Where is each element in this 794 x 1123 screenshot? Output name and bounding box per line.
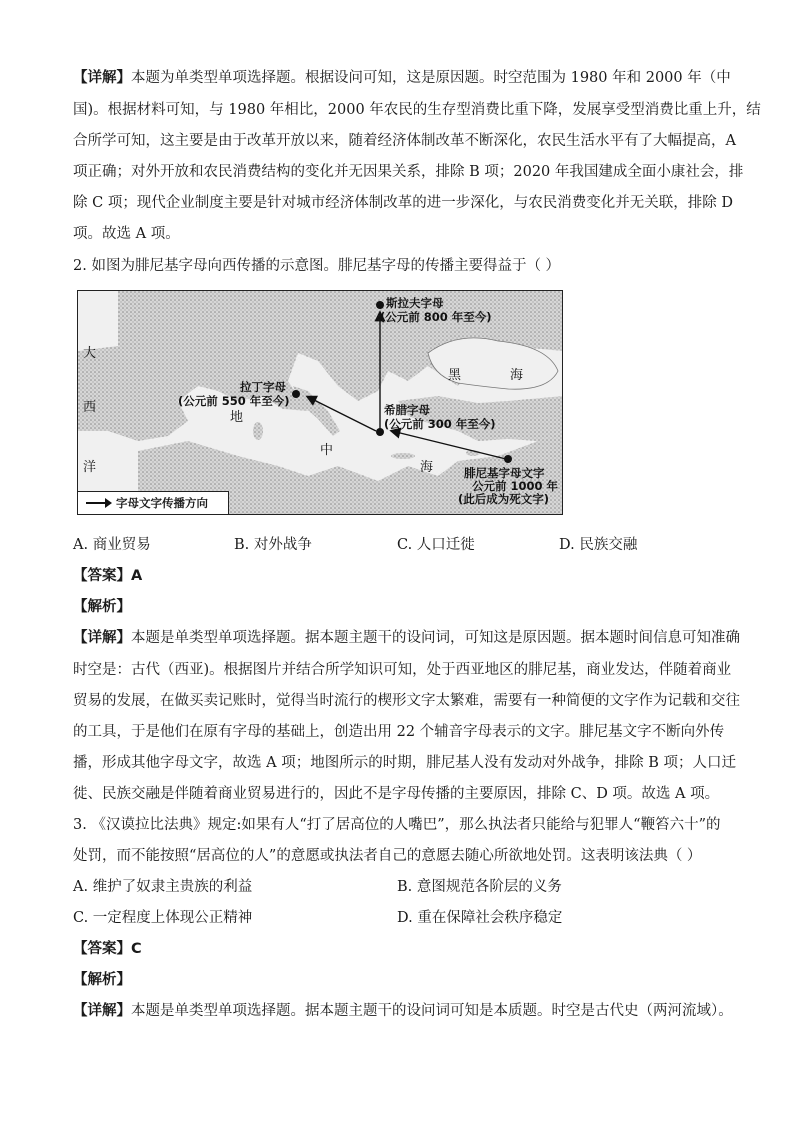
latin-label: 拉丁字母 <box>240 380 286 394</box>
q1-detail-line-5: 除 C 项；现代企业制度主要是针对城市经济体制改革的进一步深化，与农民消费变化并无关联，排除 D <box>73 195 734 211</box>
island-sardinia <box>253 422 263 440</box>
island-crete <box>391 453 415 459</box>
q3-option-d: D. 重在保障社会秩序稳定 <box>397 910 563 926</box>
q2-answer: 【答案】A <box>73 568 143 584</box>
slavic-point <box>376 301 384 309</box>
legend-arrow-icon <box>86 502 110 504</box>
q3-stem-line-2: 处罚，而不能按照“居高位的人”的意愿或执法者自己的意愿去随心所欲地处罚。这表明该法典（ ） <box>73 848 702 864</box>
q2-option-d: D. 民族交融 <box>559 537 638 553</box>
latin-point <box>292 390 300 398</box>
q3-detail-line-1: 【详解】本题是单类型单项选择题。据本题主题干的设问词可知是本质题。时空是古代史（两河流域）。 <box>73 1003 733 1019</box>
q2-option-c: C. 人口迁徙 <box>397 537 475 553</box>
q1-detail-line-4: 项正确；对外开放和农民消费结构的变化并无因果关系，排除 B 项；2020 年我国建成全面小康社会，排 <box>73 164 744 180</box>
q2-detail-line-3: 贸易的发展，在做买卖记账时，觉得当时流行的楔形文字太繁难，需要有一种简便的文字作为记载和交往 <box>73 693 740 709</box>
q3-stem-line-1: 3. 《汉谟拉比法典》规定:如果有人“打了居高位的人嘴巴”，那么执法者只能给与犯罪人“鞭笞六十”的 <box>73 817 721 833</box>
q1-detail-line-3: 合所学可知，这主要是由于改革开放以来，随着经济体制改革不断深化，农民生活水平有了大幅提高，A <box>73 133 736 149</box>
med-char-1: 地 <box>230 410 244 425</box>
legend-label: 字母文字传播方向 <box>116 496 208 510</box>
q2-detail-line-4: 的工具，于是他们在原有字母的基础上，创造出用 22 个辅音字母表示的文字。腓尼基文字不断向外传 <box>73 724 725 740</box>
slavic-date: (公元前 800 年至今) <box>380 310 492 324</box>
atlantic-char-2: 西 <box>83 400 97 415</box>
black-sea-char-2: 海 <box>510 368 524 383</box>
q3-option-c: C. 一定程度上体现公正精神 <box>73 910 253 926</box>
alphabet-spread-map <box>77 290 563 515</box>
q3-option-a: A. 维护了奴隶主贵族的利益 <box>73 879 253 895</box>
atlantic-char-3: 洋 <box>83 460 97 475</box>
q3-answer: 【答案】C <box>73 941 142 957</box>
italy <box>293 386 340 436</box>
q3-option-b: B. 意图规范各阶层的义务 <box>397 879 562 895</box>
q2-option-b: B. 对外战争 <box>234 537 312 553</box>
q1-detail-line-1: 【详解】本题为单类型单项选择题。根据设问可知，这是原因题。时空范围为 1980 年和 2000 年（中 <box>73 70 731 86</box>
latin-date: (公元前 550 年至今) <box>178 394 290 408</box>
phoenician-label: 腓尼基字母文字 <box>464 466 545 480</box>
q2-detail-line-2: 时空是：古代（西亚)。根据图片并结合所学知识可知，处于西亚地区的腓尼基，商业发达，伴随着商业 <box>73 662 732 678</box>
q3-analysis-tag: 【解析】 <box>73 972 131 988</box>
phoenician-date: 公元前 1000 年 <box>472 479 559 493</box>
greek-label: 希腊字母 <box>384 403 430 417</box>
med-char-3: 海 <box>420 460 434 475</box>
q1-detail-line-6: 项。故选 A 项。 <box>73 226 180 242</box>
detail-tag: 【详解】 <box>73 1003 131 1019</box>
black-sea-char-1: 黑 <box>448 368 462 383</box>
q2-option-a: A. 商业贸易 <box>73 537 151 553</box>
detail-tag: 【详解】 <box>73 70 131 86</box>
slavic-label: 斯拉夫字母 <box>386 296 444 310</box>
phoenician-note: (此后成为死文字) <box>458 492 550 506</box>
q2-detail-line-5: 播，形成其他字母文字，故选 A 项；地图所示的时期，腓尼基人没有发动对外战争，排除 B 项；人口迁 <box>73 755 737 771</box>
detail-tag: 【详解】 <box>73 630 131 646</box>
q2-stem: 2. 如图为腓尼基字母向西传播的示意图。腓尼基字母的传播主要得益于（ ） <box>73 258 561 274</box>
phoenician-point <box>504 455 512 463</box>
map-legend <box>78 491 229 514</box>
q2-detail-line-6: 徙、民族交融是伴随着商业贸易进行的，因此不是字母传播的主要原因，排除 C、D 项。故选 A 项。 <box>73 786 720 802</box>
q2-analysis-tag: 【解析】 <box>73 599 131 615</box>
greek-point <box>376 428 384 436</box>
q2-detail-line-1: 【详解】本题是单类型单项选择题。据本题主题干的设问词，可知这是原因题。据本题时间信息可知准确 <box>73 630 740 646</box>
q1-detail-line-2: 国)。根据材料可知，与 1980 年相比，2000 年农民的生存型消费比重下降，发展享受型消费比重上升，结 <box>73 102 761 118</box>
atlantic-char-1: 大 <box>83 346 97 361</box>
med-char-2: 中 <box>320 443 334 458</box>
greek-date: (公元前 300 年至今) <box>384 417 496 431</box>
